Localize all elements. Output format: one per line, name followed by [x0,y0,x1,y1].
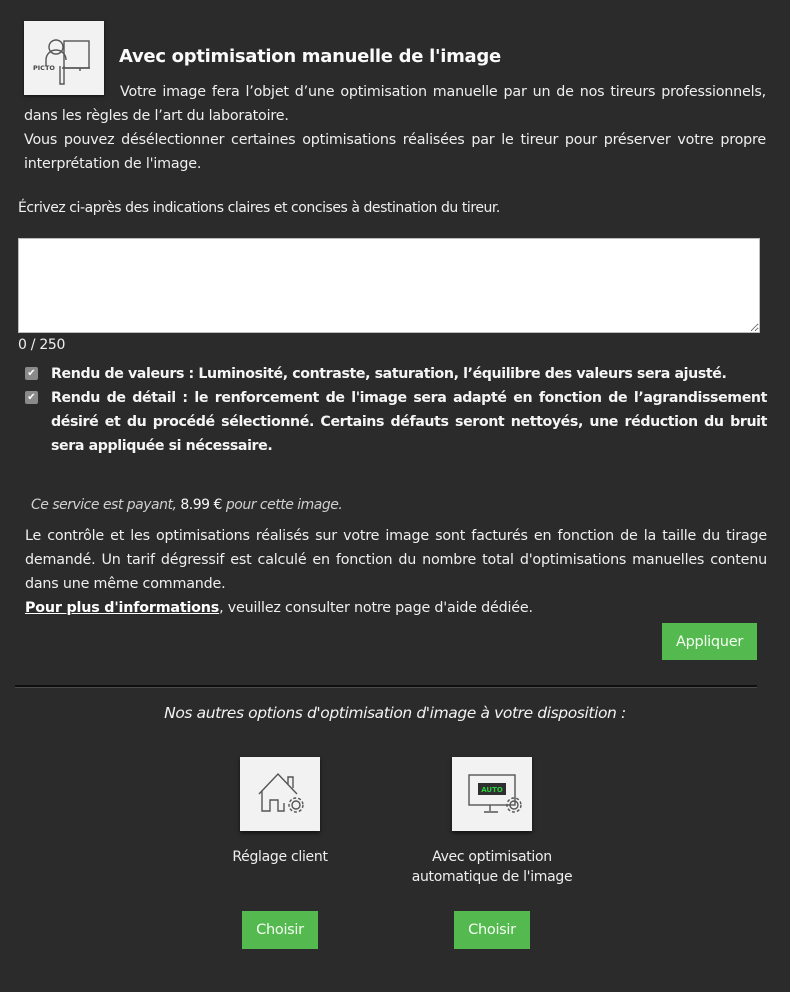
help-line [25,596,767,620]
choose-auto-optimization-button[interactable]: Choisir [454,911,530,949]
more-info-link[interactable]: Pour plus d'informations [25,600,220,616]
intro-paragraph-2: Vous pouvez désélectionner certaines optimisations réalisées par le tireur pour préserver votre propre interprétation de l'image. [24,132,766,172]
client-settings-icon[interactable] [240,757,320,831]
auto-optimization-label: Avec optimisation automatique de l'image [411,849,573,885]
other-options-heading: Nos autres options d'optimisation d'image à votre disposition : [164,704,626,722]
option-values-label[interactable]: Rendu de valeurs : Luminosité, contraste, saturation, l’équilibre des valeurs sera ajusté. [51,366,727,382]
monitor-auto-gear-icon [452,757,532,831]
auto-badge: AUTO [481,786,503,794]
price-amount: 8.99 € [180,497,222,513]
instructions-label: Écrivez ci-après des indications claires et concises à destination du tireur. [18,200,500,216]
auto-optimization-icon[interactable] [452,757,532,831]
picto-label: PICTO [33,64,55,72]
option-values-checkbox[interactable] [25,367,38,380]
checkmark-icon: ✔ [27,367,36,379]
help-line-suffix: , veuillez consulter notre page d'aide dédiée. [219,600,533,616]
price-note [31,497,342,513]
option-detail-checkbox[interactable] [25,391,38,404]
apply-button[interactable]: Appliquer [662,623,757,660]
price-suffix: pour cette image. [225,497,343,513]
page-title: Avec optimisation manuelle de l'image [119,46,501,67]
checkmark-icon: ✔ [27,391,36,403]
pricing-description-text: Le contrôle et les optimisations réalisés sur votre image sont facturés en fonction de la taille du tirage demandé. Un tarif dégressif est calculé en fonction du nombre total d'optimisations manuelles contenu dans une même commande. [25,528,767,592]
option-detail-label[interactable]: Rendu de détail : le renforcement de l'image sera adapté en fonction de l’agrandissement désiré et du procédé sélectionné. Certains défauts seront nettoyés, une réduction du bruit sera appliquée si nécessaire. [51,390,767,454]
intro-paragraph-1: Votre image fera l’objet d’une optimisation manuelle par un de nos tireurs professionnels, dans les règles de l’art du laboratoire. [24,84,766,124]
section-divider [15,685,757,688]
intro-text [24,80,766,176]
pricing-description [25,524,767,620]
client-settings-label: Réglage client [232,849,328,865]
choose-client-settings-button[interactable]: Choisir [242,911,318,949]
character-counter: 0 / 250 [18,337,66,353]
house-gear-icon [240,757,320,831]
price-prefix: Ce service est payant, [31,497,177,513]
instructions-textarea[interactable] [18,238,760,333]
